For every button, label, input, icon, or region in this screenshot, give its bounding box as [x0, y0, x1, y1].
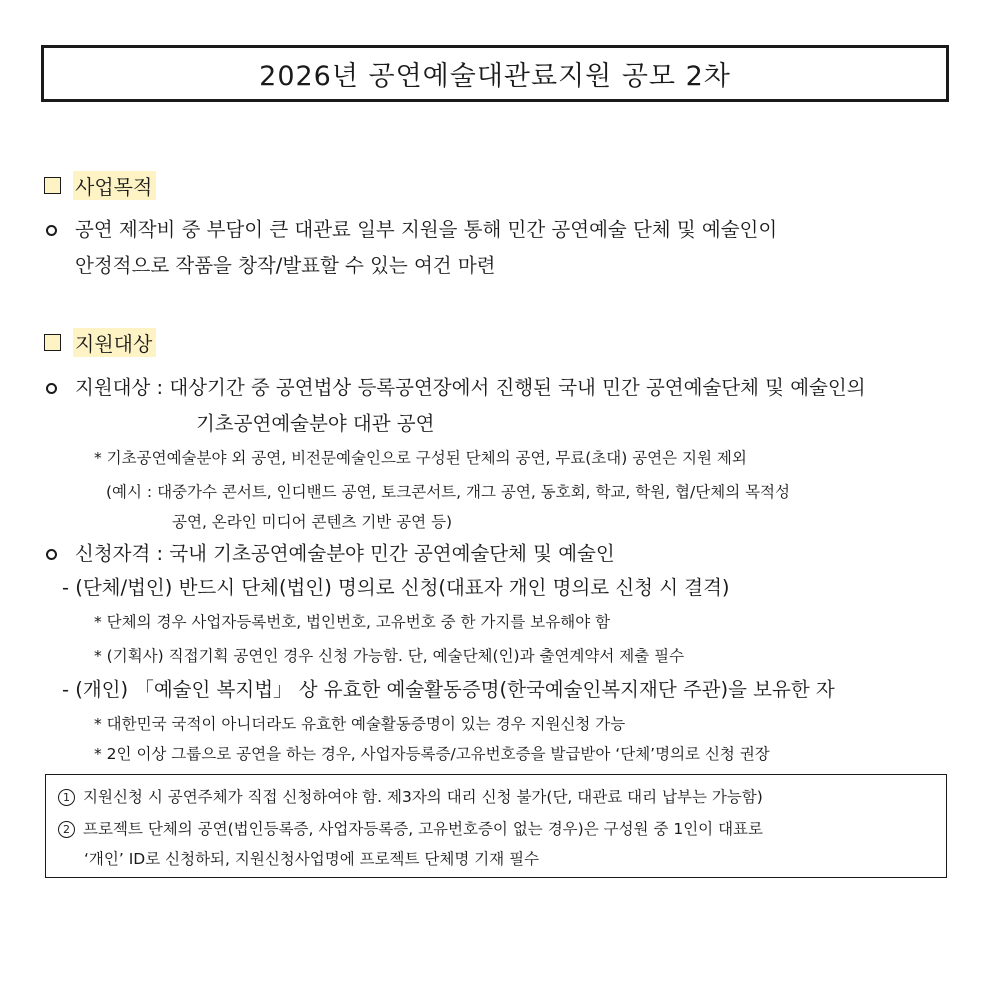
qualification-line: 신청자격 : 국내 기초공연예술분야 민간 공연예술단체 및 예술인	[75, 542, 615, 565]
target-line2: 기초공연예술분야 대관 공연	[196, 412, 435, 435]
individual-note2: * 2인 이상 그룹으로 공연을 하는 경우, 사업자등록증/고유번호증을 발급받아 ‘단체’명의로 신청 권장	[94, 745, 770, 763]
target-line1: 지원대상 : 대상기간 중 공연법상 등록공연장에서 진행된 국내 민간 공연예술단체 및 예술인의	[75, 376, 866, 399]
purpose-text-line1: 공연 제작비 중 부담이 큰 대관료 일부 지원을 통해 민간 공연예술 단체 및 예술인이	[75, 218, 778, 241]
individual-note1: * 대한민국 국적이 아니더라도 유효한 예술활동증명이 있는 경우 지원신청 가능	[94, 715, 626, 733]
circled-number-icon: 1	[58, 789, 75, 806]
group-note2: * (기획사) 직접기획 공연인 경우 신청 가능함. 단, 예술단체(인)과 출연계약서 제출 필수	[94, 647, 685, 665]
page-title	[41, 45, 949, 102]
circle-bullet-icon	[46, 383, 57, 394]
checkbox-square-icon	[44, 334, 61, 351]
target-note: * 기초공연예술분야 외 공연, 비전문예술인으로 구성된 단체의 공연, 무료(초대) 공연은 지원 제외	[94, 449, 747, 467]
example-line1: (예시 : 대중가수 콘서트, 인디밴드 공연, 토크콘서트, 개그 공연, 동호회, 학교, 학원, 협/단체의 목적성	[106, 483, 791, 501]
group-note1: * 단체의 경우 사업자등록번호, 법인번호, 고유번호 중 한 가지를 보유해야 함	[94, 613, 611, 631]
circle-bullet-icon	[46, 549, 57, 560]
individual-qualification: - (개인) 「예술인 복지법」 상 유효한 예술활동증명(한국예술인복지재단 주관)을 보유한 자	[62, 678, 835, 701]
circle-bullet-icon	[46, 225, 57, 236]
notice-item-2	[58, 817, 763, 839]
section-heading-purpose	[44, 171, 156, 200]
page-title-text: 2026년 공연예술대관료지원 공모 2차	[259, 61, 731, 92]
checkbox-square-icon	[44, 177, 61, 194]
circled-number-icon: 2	[58, 821, 75, 838]
group-qualification: - (단체/법인) 반드시 단체(법인) 명의로 신청(대표자 개인 명의로 신청 시 결격)	[62, 576, 730, 599]
notice-item-1	[58, 785, 763, 807]
section-heading-label: 지원대상	[73, 328, 156, 357]
section-heading-label: 사업목적	[73, 171, 156, 200]
notice-box	[45, 774, 947, 878]
section-heading-target	[44, 328, 156, 357]
example-line2: 공연, 온라인 미디어 콘텐츠 기반 공연 등)	[172, 513, 453, 531]
purpose-text-line2: 안정적으로 작품을 창작/발표할 수 있는 여건 마련	[75, 254, 496, 277]
notice-item-1-text: 지원신청 시 공연주체가 직접 신청하여야 함. 제3자의 대리 신청 불가(단, 대관료 대리 납부는 가능함)	[83, 788, 763, 806]
notice-item-2-text: 프로젝트 단체의 공연(법인등록증, 사업자등록증, 고유번호증이 없는 경우)은 구성원 중 1인이 대표로	[83, 820, 764, 838]
notice-item-2-line2: ‘개인’ ID로 신청하되, 지원신청사업명에 프로젝트 단체명 기재 필수	[84, 850, 540, 868]
